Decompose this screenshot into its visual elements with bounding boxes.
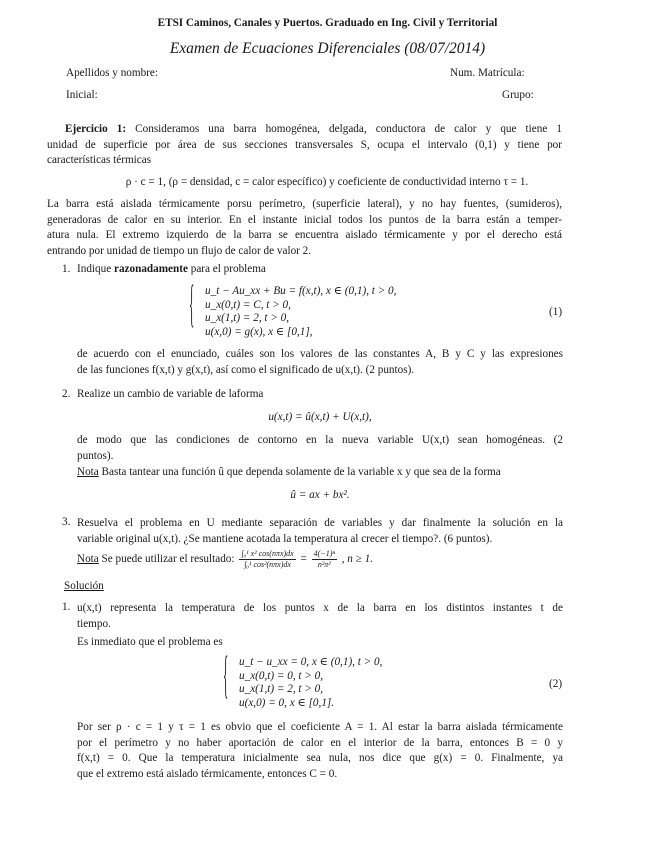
q3-line-1: Resuelva el problema en U mediante separación de variables y dar finalmente la solución en la [77,517,563,529]
initial-label: Inicial: [66,89,98,101]
desc-line-1: La barra está aislada térmicamente porsu perímetro, (superficie lateral), y no hay fuentes, (sumideros), [47,198,562,210]
s1-eq-1: u_t − u_xx = 0, x ∈ (0,1), t > 0, [239,656,383,668]
q2-note-label: Nota [77,466,99,478]
name-label: Apellidos y nombre: [66,67,158,79]
q2-equation: u(x,t) = û(x,t) + U(x,t), [268,411,372,423]
thermal-equation: ρ · c = 1, (ρ = densidad, c = calor específico) y coeficiente de conductividad interno τ = 1. [125,176,529,188]
q2-number: 2. [62,388,71,400]
s1-after [77,720,563,782]
institution-header: ETSI Caminos, Canales y Puertos. Graduado en Ing. Civil y Territorial [157,17,498,29]
group-label: Grupo: [502,89,534,101]
q2-after-line-1: de modo que las condiciones de contorno en la nueva variable U(x,t) sean homogéneas. (2 [77,434,563,446]
q1-eq-2: u_x(0,t) = C, t > 0, [205,298,291,311]
solution-heading: Solución [64,580,104,592]
s1-line-2: tiempo. [77,617,111,630]
s1-system-brace: { [223,649,229,706]
s1-eq-4: u(x,0) = 0, x ∈ [0,1]. [239,696,335,709]
q1-system [205,285,396,339]
q2-after [77,433,563,464]
s1-after-line-4: que el extremo está aislado térmicamente, entonces C = 0. [77,767,338,780]
q1-statement: Indique razonadamente para el problema [77,263,266,275]
desc-line-4: entrando por unidad de tiempo un flujo de calor de valor 2. [47,244,312,257]
exercise-heading: Ejercicio 1: [65,123,127,135]
desc-line-3: atura nula. El extremo izquierdo de la barra se encuentra aislado térmicamente y por el derecho está [47,229,562,242]
intro-line-3: características térmicas [47,154,152,167]
q3-note-label: Nota [77,553,99,566]
s1-statement [77,601,563,632]
q1-number: 1. [62,263,71,275]
intro-line-1: Ejercicio 1: Consideramos una barra homogénea, delgada, conductora de calor y que tiene 1 [65,123,562,135]
q2-statement: Realize un cambio de variable de laforma [77,388,264,400]
q3-note: Nota Se puede utilizar el resultado: $\frac{\text{∫₀¹ x² cos(nπx)dx}}{\text{∫₀¹ cos²(nπx)dx}}$ = $\frac{\text{4(−1)ⁿ}}{\text{n²π²}}$ , n ≥ 1. [77,549,373,569]
s1-after-line-3: f(x,t) = 0. Que la temperatura inicialmente sea nula, nos dice que g(x) = 0. Finalmente, ya [77,752,563,765]
q3-statement [77,516,563,547]
q3-line-2: variable original u(x,t). ¿Se mantiene acotada la temperatura al crecer el tiempo?. (6 puntos). [77,532,493,545]
q1-after [77,347,563,378]
s1-after-line-1: Por ser ρ · c = 1 y τ = 1 es obvio que el coeficiente A = 1. Al estar la barra aislada térmicamente [77,721,563,733]
q1-after-line-2: de las funciones f(x,t) y g(x,t), así como el significado de u(x,t). (2 puntos). [77,363,415,376]
result-fraction: $\frac{\text{4(−1)ⁿ}}{\text{n²π²}}$ [313,549,335,569]
equation-number-2: (2) [549,678,563,690]
s1-line-1: u(x,t) representa la temperatura de los puntos x de la barra en los distintos instantes t de [77,602,563,614]
intro-line-2: unidad de superficie por área de sus secciones transversales S, ocupa el intervalo (0,1) y tiene por [47,138,562,151]
q2-after-line-2: puntos). [77,449,114,462]
integral-fraction: $\frac{\text{∫₀¹ x² cos(nπx)dx}}{\text{∫₀¹ cos²(nπx)dx}}$ [241,549,294,569]
q1-after-line-1: de acuerdo con el enunciado, cuáles son los valores de las constantes A, B y C y las expresiones [77,348,563,360]
s1-lead: Es inmediato que el problema es [77,636,223,648]
q2-note-equation: û = ax + bx². [290,489,350,501]
q1-eq-3: u_x(1,t) = 2, t > 0, [205,312,290,325]
s1-system [239,656,382,710]
s1-eq-2: u_x(0,t) = 0, t > 0, [239,669,324,682]
s1-number: 1. [62,601,71,613]
q3-number: 3. [62,516,71,528]
exercise-intro [47,122,562,169]
matricula-label: Num. Matrícula: [450,67,525,79]
q2-note: Nota Basta tantear una función û que dependa solamente de la variable x y que sea de la forma [77,466,501,478]
q1-eq-1: u_t − Au_xx + Bu = f(x,t), x ∈ (0,1), t > 0, [205,285,397,297]
s1-eq-3: u_x(1,t) = 2, t > 0, [239,683,324,696]
exercise-description [47,197,562,259]
equation-number-1: (1) [549,306,563,318]
s1-after-line-2: por el perímetro y no haber aportación de calor en el interior de la barra, entonces B = 0 y [77,736,563,749]
desc-line-2: generadoras de calor en su interior. En el instante inicial todos los puntos de la barra están a temper- [47,213,562,226]
q1-eq-4: u(x,0) = g(x), x ∈ [0,1], [205,325,313,338]
q1-system-brace: { [189,278,195,335]
exam-title: Examen de Ecuaciones Diferenciales (08/07/2014) [169,40,486,57]
